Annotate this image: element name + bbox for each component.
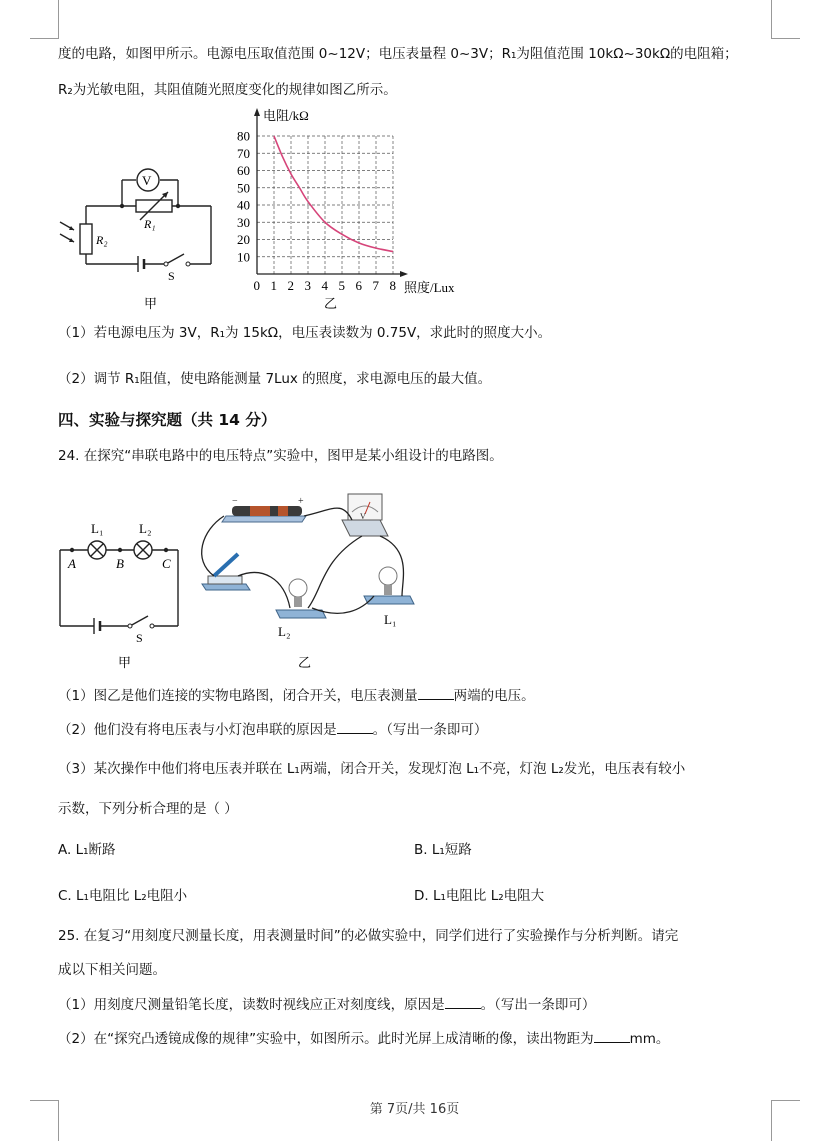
q23-part2: （2）调节 R₁阻值，使电路能测量 7Lux 的照度，求电源电压的最大值。 xyxy=(58,371,492,387)
q25-part2-text-a: （2）在“探究凸透镜成像的规律”实验中，如图所示。此时光屏上成清晰的像，读出物距为 xyxy=(58,1031,594,1047)
q25-part2-text-b: mm。 xyxy=(629,1031,670,1047)
y-tick-label: 40 xyxy=(237,197,250,213)
r1-label: R₁ xyxy=(144,217,156,231)
y-tick-label: 20 xyxy=(237,232,250,247)
y-tick-label: 70 xyxy=(237,145,250,161)
q23-part1: （1）若电源电压为 3V，R₁为 15kΩ，电压表读数为 0.75V，求此时的照度大小。 xyxy=(58,325,552,341)
q24-part3-line2: 示数，下列分析合理的是（ ） xyxy=(58,801,238,817)
label-l2: L₂ xyxy=(139,521,152,536)
x-tick-label: 0 xyxy=(253,278,260,293)
q24-stem: 24. 在探究“串联电路中的电压特点”实验中，图甲是某小组设计的电路图。 xyxy=(58,448,503,464)
q25-part1-text-b: 。（写出一条即可） xyxy=(480,997,596,1013)
x-tick-label: 3 xyxy=(304,278,311,293)
q24-part1-text-b: 两端的电压。 xyxy=(453,688,535,704)
q25-part1-blank[interactable] xyxy=(445,994,481,1009)
q24-part1 xyxy=(58,685,535,706)
q24-part2-text-b: 。（写出一条即可） xyxy=(372,722,488,738)
q24-option-b[interactable]: B. L₁短路 xyxy=(414,842,472,858)
svg-text:+: + xyxy=(298,496,304,507)
section-4-title: 四、实验与探究题（共 14 分） xyxy=(58,411,277,429)
label-l1: L₁ xyxy=(91,521,104,536)
x-tick-label: 4 xyxy=(321,278,328,293)
x-tick-label: 2 xyxy=(287,278,294,293)
x-tick-label: 1 xyxy=(270,278,277,293)
bulb-l2-label: L₂ xyxy=(278,624,291,639)
q25-stem-line2: 成以下相关问题。 xyxy=(58,962,166,978)
voltmeter-symbol: V xyxy=(142,173,152,188)
switch-label: S xyxy=(168,269,175,283)
voltmeter-device-symbol: V xyxy=(360,512,366,521)
intro-line-2: R₂为光敏电阻，其阻值随光照度变化的规律如图乙所示。 xyxy=(58,82,397,98)
circuit-diagram-jia xyxy=(56,162,221,312)
battery-holder xyxy=(222,496,306,522)
q25-part1 xyxy=(58,994,595,1015)
q24-part1-blank[interactable] xyxy=(418,685,454,700)
x-tick-label: 7 xyxy=(372,278,379,293)
q25-stem-line1: 25. 在复习“用刻度尺测量长度，用表测量时间”的必做实验中，同学们进行了实验操作与分析判断。请完 xyxy=(58,928,679,944)
fig1-caption-yi: 乙 xyxy=(324,296,338,311)
x-tick-label: 6 xyxy=(355,278,362,293)
chart-ylabel: 电阻/kΩ xyxy=(263,108,309,123)
fig2-caption-jia: 甲 xyxy=(118,655,132,670)
crop-mark-top-left xyxy=(30,0,59,39)
y-tick-label: 30 xyxy=(237,214,250,230)
intro-line-1: 度的电路，如图甲所示。电源电压取值范围 0~12V；电压表量程 0~3V；R₁为阻值范围 10kΩ~30kΩ的电阻箱； xyxy=(58,46,738,62)
label-b: B xyxy=(116,556,124,571)
q24-part2-blank[interactable] xyxy=(337,719,373,734)
chart-xlabel: 照度/Lux xyxy=(404,280,455,295)
fig2-caption-yi: 乙 xyxy=(298,655,312,670)
y-tick-label: 60 xyxy=(237,163,250,178)
x-tick-label: 8 xyxy=(389,278,396,293)
q24-part3-line1: （3）某次操作中他们将电压表并联在 L₁两端，闭合开关，发现灯泡 L₁不亮，灯泡 L₂发光，电压表有较小 xyxy=(58,761,686,777)
q25-part1-text-a: （1）用刻度尺测量铅笔长度，读数时视线应正对刻度线，原因是 xyxy=(58,997,445,1013)
fig1-caption-jia: 甲 xyxy=(144,296,158,311)
crop-mark-top-right xyxy=(771,0,800,39)
x-tick-label: 5 xyxy=(338,278,345,293)
y-tick-label: 10 xyxy=(237,249,250,265)
q24-option-a[interactable]: A. L₁断路 xyxy=(58,842,116,858)
q24-option-d[interactable]: D. L₁电阻比 L₂电阻大 xyxy=(414,888,545,904)
series-circuit-diagram xyxy=(54,516,189,672)
label-c: C xyxy=(162,556,171,571)
bulb-l1-label: L₁ xyxy=(384,612,397,627)
r2-label: R₂ xyxy=(96,233,108,247)
bulb-l2-device xyxy=(276,579,326,618)
resistance-illuminance-chart xyxy=(232,104,472,312)
page-footer: 第 7页/共 16页 xyxy=(369,1102,460,1117)
y-tick-label: 50 xyxy=(237,180,250,196)
q25-part2 xyxy=(58,1028,669,1049)
y-tick-label: 80 xyxy=(237,128,250,144)
q25-part2-blank[interactable] xyxy=(594,1028,630,1043)
q24-part1-text-a: （1）图乙是他们连接的实物电路图，闭合开关，电压表测量 xyxy=(58,688,418,704)
svg-text:−: − xyxy=(232,496,238,507)
q24-part2-text-a: （2）他们没有将电压表与小灯泡串联的原因是 xyxy=(58,722,337,738)
label-s: S xyxy=(136,631,143,645)
q24-part2 xyxy=(58,719,487,740)
label-a: A xyxy=(68,556,76,571)
physical-circuit-illustration xyxy=(192,480,422,672)
q24-option-c[interactable]: C. L₁电阻比 L₂电阻小 xyxy=(58,888,188,904)
